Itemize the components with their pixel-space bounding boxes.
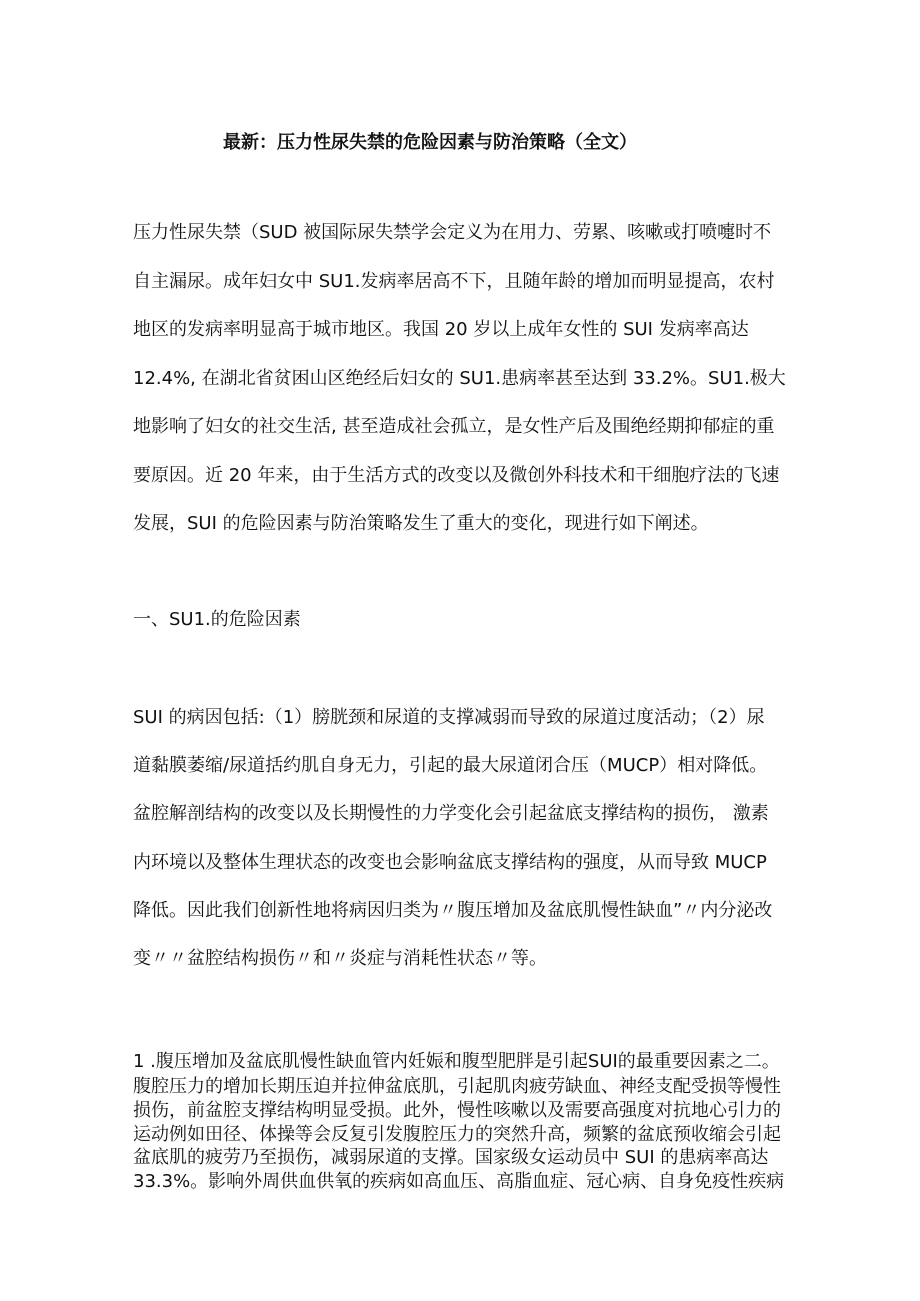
intro-line: 自主漏尿。成年妇女中 SU1.发病率居高不下，且随年龄的增加而明显提高，农村: [133, 271, 775, 292]
section-heading: 一、SU1.的危险因素: [133, 609, 301, 630]
section-line: 变〃〃盆腔结构损伤〃和〃炎症与消耗性状态〃等。: [133, 948, 547, 969]
section-line: SUI 的病因包括:（1）膀胱颈和尿道的支撑减弱而导致的尿道过度活动；（2）尿: [133, 707, 765, 728]
section-line: 道黏膜萎缩/尿道括约肌自身无力，引起的最大尿道闭合压（MUCP）相对降低。: [133, 755, 768, 776]
subsection-line: 33.3%。影响外周供血供氧的疾病如高血压、高脂血症、冠心病、自身免疫性疾病: [133, 1171, 785, 1192]
intro-line: 压力性尿失禁（SUD 被国际尿失禁学会定义为在用力、劳累、咳嗽或打喷嚏时不: [133, 222, 772, 243]
section-line: 内环境以及整体生理状态的改变也会影响盆底支撑结构的强度，从而导致 MUCP: [133, 852, 767, 873]
intro-line: 要原因。近 20 年来，由于生活方式的改变以及微创外科技术和干细胞疗法的飞速: [133, 465, 780, 486]
subsection-line: 盆底肌的疲劳乃至损伤，减弱尿道的支撑。国家级女运动员中 SUI 的患病率高达: [133, 1147, 769, 1168]
subsection-line: 运动例如田径、体操等会反复引发腹腔压力的突然升高，频繁的盆底预收缩会引起: [133, 1124, 781, 1145]
intro-line: 发展，SUI 的危险因素与防治策略发生了重大的变化，现进行如下阐述。: [133, 513, 709, 534]
subsection-line: 损伤，前盆腔支撑结构明显受损。此外，慢性咳嗽以及需要高强度对抗地心引力的: [133, 1100, 781, 1121]
intro-line: 12.4%, 在湖北省贫困山区绝经后妇女的 SU1.患病率甚至达到 33.2%。SU1.极大: [133, 368, 786, 389]
section-line: 降低。因此我们创新性地将病因归类为〃腹压增加及盆底肌慢性缺血”〃内分泌改: [133, 900, 773, 921]
section-line: 盆腔解剖结构的改变以及长期慢性的力学变化会引起盆底支撑结构的损伤， 激素: [133, 803, 769, 824]
document-title: 最新：压力性尿失禁的危险因素与防治策略（全文）: [223, 132, 637, 153]
intro-line: 地区的发病率明显高于城市地区。我国 20 岁以上成年女性的 SUI 发病率高达: [133, 319, 749, 340]
subsection-line: 腹腔压力的增加长期压迫并拉伸盆底肌，引起肌肉疲劳缺血、神经支配受损等慢性: [133, 1076, 781, 1097]
intro-line: 地影响了妇女的社交生活, 甚至造成社会孤立，是女性产后及围绝经期抑郁症的重: [133, 416, 775, 437]
subsection-line: 1 .腹压增加及盆底肌慢性缺血管内妊娠和腹型肥胖是引起SUI的最重要因素之二。: [133, 1051, 780, 1072]
